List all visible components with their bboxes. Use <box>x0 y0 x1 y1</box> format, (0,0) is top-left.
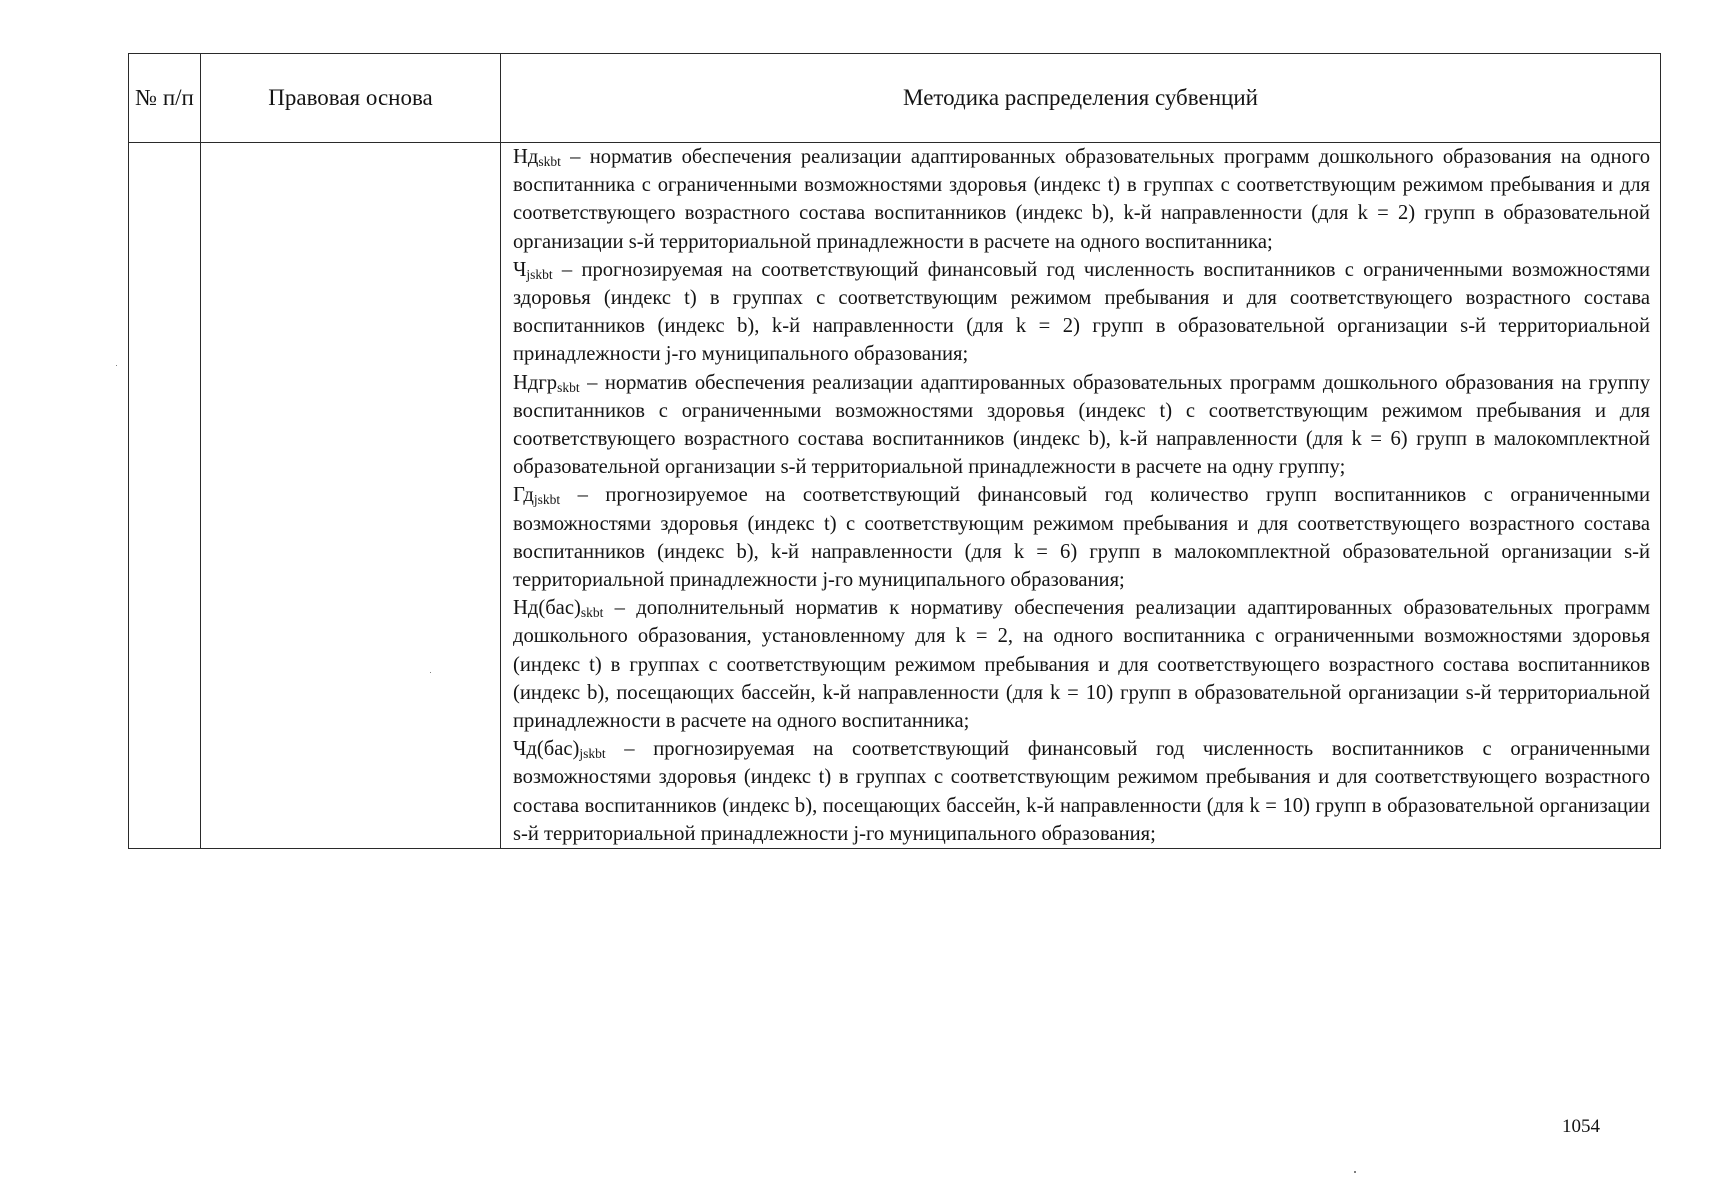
number-cell <box>129 143 201 849</box>
definition-paragraph <box>513 369 1650 482</box>
variable-symbol <box>513 597 603 619</box>
symbol-base: Ндгр <box>513 371 558 394</box>
symbol-subscript: skbt <box>538 154 561 169</box>
definition-text: – прогнозируемое на соответствующий финансовый год количество групп воспитанников с ограниченными возможностями здоровья (индекс t) с соответствующим режимом пребывания и для соответствующего возрастного состава воспитанников (индекс b), k-й направленности (для k = 6) групп в малокомплектной образовательной организации s-й территориальной принадлежности j-го муниципального образования; <box>513 484 1650 592</box>
definition-text: – прогнозируемая на соответствующий финансовый год численность воспитанников с ограниченными возможностями здоровья (индекс t) в группах с соответствующим режимом пребывания и для соответствующего возрастного состава воспитанников (индекс b), посещающих бассейн, k-й направленности (для k = 10) групп в образовательной организации s-й территориальной принадлежности j-го муниципального образования; <box>513 738 1650 845</box>
symbol-subscript: jskbt <box>526 266 553 282</box>
scan-speck <box>430 672 431 673</box>
symbol-subscript: skbt <box>580 605 604 621</box>
symbol-base: Чд(бас) <box>513 738 580 761</box>
symbol-base: Нд <box>513 146 539 168</box>
variable-symbol <box>513 372 580 394</box>
symbol-base: Нд(бас) <box>513 597 581 620</box>
table-body-row <box>129 143 1661 849</box>
variable-symbol <box>513 146 561 168</box>
header-legal-basis-label: Правовая основа <box>268 85 433 110</box>
definition-text: – норматив обеспечения реализации адаптированных образовательных программ дошкольного образования на группу воспитанников с ограниченными возможностями здоровья (индекс t) с соответствующим режимом пребывания и для соответствующего возрастного состава воспитанников (индекс b), k-й направленности (для k = 6) групп в малокомплектной образовательной организации s-й территориальной принадлежности в расчете на одну группу; <box>513 371 1650 479</box>
page-number: 1054 <box>1562 1116 1600 1137</box>
header-method-label: Методика распределения субвенций <box>903 85 1258 110</box>
variable-symbol <box>513 259 553 281</box>
definition-text: – норматив обеспечения реализации адаптированных образовательных программ дошкольного образования на одного воспитанника с ограниченными возможностями здоровья (индекс t) в группах с соответствующим режимом пребывания и для соответствующего возрастного состава воспитанников (индекс b), k-й направленности (для k = 2) групп в образовательной организации s-й территориальной принадлежности в расчете на одного воспитанника; <box>513 146 1650 253</box>
legal-basis-cell <box>201 143 501 849</box>
variable-symbol <box>513 484 560 506</box>
header-number-label: № п/п <box>135 85 194 110</box>
table-header-row <box>129 54 1661 143</box>
variable-symbol <box>513 738 606 760</box>
definition-paragraph <box>513 481 1650 594</box>
definition-paragraph <box>513 256 1650 369</box>
scan-speck <box>116 365 117 366</box>
definition-paragraph <box>513 594 1650 735</box>
symbol-subscript: skbt <box>557 379 580 395</box>
definition-text: – дополнительный норматив к нормативу обеспечения реализации адаптированных образовательных программ дошкольного образования, установленному для k = 2, на одного воспитанника с ограниченными возможностями здоровья (индекс t) в группах с соответствующим режимом пребывания и для соответствующего возрастного состава воспитанников (индекс b), посещающих бассейн, k-й направленности (для k = 10) групп в образовательной организации s-й территориальной принадлежности в расчете на одного воспитанника; <box>513 597 1650 733</box>
symbol-subscript: jskbt <box>533 492 561 508</box>
header-number <box>129 54 201 143</box>
definition-text: – прогнозируемая на соответствующий финансовый год численность воспитанников с ограниченными возможностями здоровья (индекс t) в группах с соответствующим режимом пребывания и для соответствующего возрастного состава воспитанников (индекс b), k-й направленности (для k = 2) групп в образовательной организации s-й территориальной принадлежности j-го муниципального образования; <box>513 258 1650 366</box>
distribution-table <box>128 53 1661 849</box>
header-method <box>501 54 1661 143</box>
symbol-base: Ч <box>513 258 527 281</box>
scan-speck <box>1354 1171 1356 1173</box>
definition-paragraph <box>513 735 1650 848</box>
symbol-subscript: jskbt <box>579 746 606 762</box>
symbol-base: Гд <box>513 484 534 507</box>
header-legal-basis <box>201 54 501 143</box>
method-cell <box>501 143 1661 849</box>
definition-paragraph <box>513 143 1650 256</box>
